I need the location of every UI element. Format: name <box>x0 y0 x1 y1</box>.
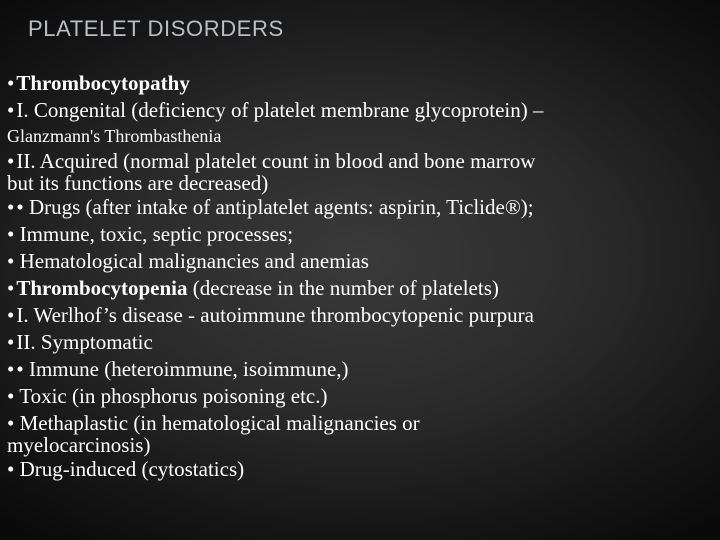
list-item-werlhof <box>7 302 713 329</box>
list-item-immune <box>7 356 713 383</box>
line-text: • Toxic (in phosphorus poisoning etc.) <box>7 384 328 408</box>
list-item-glanzmann <box>7 124 713 148</box>
line-text: • Hematological malignancies and anemias <box>7 249 369 273</box>
heading-thrombocytopathy: Thrombocytopathy <box>16 71 190 95</box>
bullet-icon: • <box>7 98 15 122</box>
line-text: II. Acquired (normal platelet count in blood and bone marrow <box>16 149 536 173</box>
bullet-icon: • <box>7 357 15 381</box>
line-text: Glanzmann's Thrombasthenia <box>7 126 222 146</box>
line-text: I. Congenital (deficiency of platelet membrane glycoprotein) – <box>16 98 544 122</box>
bullet-icon: • <box>7 195 15 219</box>
line-text: (decrease in the number of platelets) <box>187 276 499 300</box>
bullet-icon: • <box>7 149 15 173</box>
slide-title: PLATELET DISORDERS <box>28 16 284 41</box>
line-text: I. Werlhof’s disease - autoimmune thrombocytopenic purpura <box>16 303 534 327</box>
list-item-thrombocytopenia <box>7 275 713 302</box>
list-item-symptomatic <box>7 329 713 356</box>
line-text: • Immune, toxic, septic processes; <box>7 222 294 246</box>
list-item-drugs <box>7 194 713 221</box>
list-item-immune-toxic <box>7 221 713 248</box>
line-text: but its functions are decreased) <box>7 171 269 195</box>
line-text: • Methaplastic (in hematological malignancies or <box>7 411 420 435</box>
bullet-icon: • <box>7 330 15 354</box>
heading-thrombocytopenia: Thrombocytopenia <box>16 276 188 300</box>
list-item-acquired-cont <box>7 172 713 194</box>
line-text: • Drug-induced (cytostatics) <box>7 457 245 481</box>
bullet-icon: • <box>7 303 15 327</box>
bullet-icon: • <box>7 71 15 95</box>
list-item-hematological <box>7 248 713 275</box>
line-text: • Drugs (after intake of antiplatelet agents: aspirin, Ticlide®); <box>16 195 534 219</box>
bullet-icon: • <box>7 276 15 300</box>
slide-body <box>7 70 713 483</box>
list-item-methaplastic-cont <box>7 434 713 456</box>
line-text: II. Symptomatic <box>16 330 153 354</box>
list-item-congenital <box>7 97 713 124</box>
line-text: • Immune (heteroimmune, isoimmune,) <box>16 357 349 381</box>
list-item-drug-induced <box>7 456 713 483</box>
list-item-toxic <box>7 383 713 410</box>
list-item-thrombocytopathy <box>7 70 713 97</box>
line-text: myelocarcinosis) <box>7 433 151 457</box>
